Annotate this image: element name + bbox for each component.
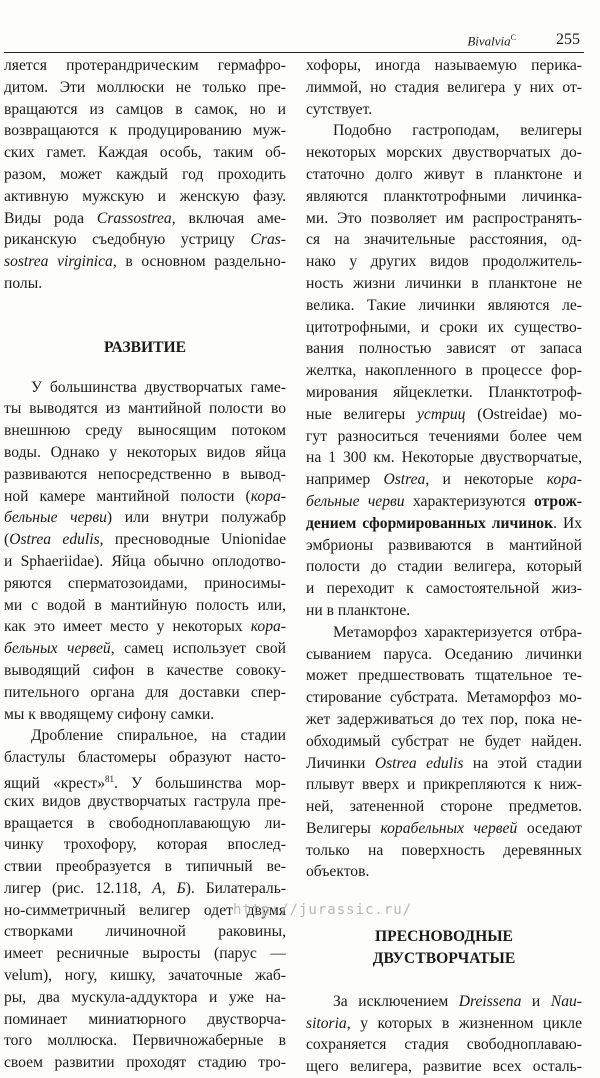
- text-line: ряются сперматозоидами, приносимы-: [4, 574, 286, 592]
- text-line: Велигеры корабельных червей оседают: [306, 819, 582, 837]
- text-line: может предшествовать тщательное те-: [306, 667, 582, 685]
- section-gap: [4, 295, 286, 337]
- paragraph-freshwater: [306, 991, 582, 1078]
- footnote-ref: 81: [105, 773, 115, 784]
- text-line: ной камере мантийной полости (кора-: [4, 487, 286, 505]
- text-line: ствии преобразуется в типичный ве-: [4, 858, 286, 876]
- text-line: вания полностью зависят от запаса: [306, 340, 582, 358]
- section-title-development: РАЗВИТИЕ: [103, 338, 187, 356]
- section-gap: [306, 970, 582, 991]
- text-line: вращается в свободноплавающую ли-: [4, 814, 286, 832]
- text-line: ней, затененной стороне предметов.: [306, 798, 582, 816]
- text-line: выводящий сифон в качестве совоку-: [4, 661, 286, 679]
- text-line: ты выводятся из мантийной полости во: [4, 400, 286, 418]
- paragraph-trochophore: [306, 55, 582, 120]
- text-line: некоторых морских двустворчатых до-: [306, 144, 582, 162]
- text-line: своем развитии проходят стадию тро-: [4, 1054, 286, 1072]
- text-line: ляется протерандрическим гермафро-: [4, 57, 286, 74]
- text-line: и Sphaeriidae). Яйца обычно оплодотво-: [4, 552, 286, 570]
- text-line: бельных червей, самец использует свой: [4, 640, 286, 658]
- section-gap: [4, 359, 286, 377]
- text-line: За исключением Dreissena и Nau-: [333, 992, 582, 1010]
- text-line: ских видов двустворчатых гаструла пре-: [4, 792, 286, 810]
- text-line: Подобно гастроподам, велигеры: [333, 122, 582, 140]
- left-column: [4, 55, 286, 1074]
- header-rule: [4, 52, 584, 53]
- text-line: возвращаются к продуцированию муж-: [4, 122, 286, 140]
- text-line: сыванием паруса. Оседанию личинки: [306, 645, 582, 663]
- text-line: бельные черви) или внутри полужабр: [4, 509, 286, 527]
- page-number: 255: [556, 31, 580, 48]
- page-header: [0, 0, 600, 56]
- text-line: ми с водой в мантийную полость или,: [4, 596, 286, 614]
- text-line: У большинства двустворчатых гаме-: [31, 378, 286, 396]
- text-line: плывут вверх и прикрепляются к ниж-: [306, 776, 582, 794]
- text-line: пительного органа для доставки спер-: [4, 683, 286, 701]
- text-line: дитом. Эти моллюски не только пре-: [4, 78, 286, 96]
- text-line: дением сформированных личинок. Их: [306, 514, 583, 532]
- paragraph-metamorphosis: [306, 622, 582, 884]
- text-line: ся на значительные расстояния, од-: [306, 231, 582, 249]
- text-line: чинку трохофору, которая впослед-: [4, 836, 286, 854]
- text-line: щего велигера, развитие всех осталь-: [306, 1058, 582, 1076]
- text-line: внешнюю среду выносящим потоком: [4, 422, 286, 440]
- text-line: цитотрофными, и сроки их существо-: [306, 318, 582, 336]
- text-line: (Ostrea edulis, пресноводные Unionidae: [4, 531, 286, 549]
- text-line: ность жизни личинки в планктоне не: [306, 274, 582, 292]
- text-line: но-симметричный велигер одет двумя: [4, 901, 286, 919]
- text-line: лигер (рис. 12.118, А, Б). Билатераль-: [4, 879, 287, 897]
- text-line: поминает миниатюрного двустворча-: [4, 1010, 286, 1028]
- text-line: вращаются из самцов в самок, но и: [4, 100, 286, 118]
- text-line: ные велигеры устриц (Ostreidae) мо-: [306, 405, 582, 423]
- text-line: как это имеет место у некоторых кора-: [4, 618, 286, 636]
- text-line: лиммой, но стадия велигера у них от-: [306, 78, 582, 96]
- text-line: являются планктотрофными личинка-: [306, 187, 582, 205]
- text-line: обходимый субстрат не будет найден.: [306, 732, 582, 750]
- text-line: разом, может каждый год проходить: [4, 165, 286, 183]
- text-line: Виды рода Crassostrea, включая аме-: [4, 209, 286, 227]
- text-line: Дробление спиральное, на стадии: [31, 727, 286, 745]
- text-line: мы к вводящему сифону самки.: [4, 705, 215, 723]
- text-line: ми. Это позволяет им распространять-: [306, 209, 582, 227]
- text-line: бластулы бластомеры образуют насто-: [4, 749, 286, 767]
- text-line: например Ostrea, и некоторые кора-: [306, 471, 582, 489]
- text-line: ры, два мускула-аддуктора и уже на-: [4, 988, 286, 1006]
- text-line: velum), ногу, кишку, зачаточные жаб-: [4, 967, 286, 985]
- text-line: того моллюска. Первичножаберные в: [4, 1032, 286, 1050]
- paragraph-development: [4, 377, 286, 726]
- text-line: риканскую съедобную устрицу Cras-: [4, 231, 286, 249]
- running-head-text: Bivalvia: [467, 33, 511, 49]
- text-line: нако у других видов продолжитель-: [306, 253, 582, 271]
- text-line: створками личиночной раковины,: [4, 923, 286, 941]
- text-line: активную мужскую и женскую фазу.: [4, 187, 286, 205]
- text-line: статочно долго живут в планктоне и: [306, 165, 582, 183]
- text-line: и переходит к самостоятельной жиз-: [306, 580, 582, 598]
- text-line: бельные черви характеризуются отрож-: [306, 492, 582, 510]
- text-line: сохраняется стадия свободноплаваю-: [306, 1036, 582, 1054]
- text-line: эмбрионы развиваются в мантийной: [306, 536, 582, 554]
- paragraph-hermaphrodite: [4, 55, 286, 295]
- text-line: хофоры, иногда называемую перика-: [306, 57, 582, 74]
- text-line: на 1 300 км. Некоторые двустворчатые,: [306, 449, 582, 467]
- text-line: велика. Такие личинки являются ле-: [306, 296, 582, 314]
- section-title-freshwater-2: ДВУСТВОРЧАТЫЕ: [372, 950, 516, 968]
- text-line: только на поверхность деревянных: [306, 841, 582, 859]
- text-line: сутствует.: [306, 100, 373, 118]
- paragraph-plankton: [306, 120, 582, 621]
- text-line: ских гамет. Каждая особь, таким об-: [4, 144, 286, 162]
- text-line: Личинки Ostrea edulis на этой стадии: [306, 754, 582, 772]
- text-line: ящий «крест»$^{81}$. У большинства мор-: [4, 773, 286, 793]
- watermark: http://jurassic.ru/: [233, 902, 413, 918]
- text-line: гут разноситься течениями более чем: [306, 427, 582, 445]
- text-line: sitoria, у которых в жизненном цикле: [306, 1014, 582, 1032]
- text-line: полости до стадии велигера, который: [306, 558, 582, 576]
- text-line: ни в планктоне.: [306, 601, 411, 619]
- text-line: объектов.: [306, 863, 370, 881]
- text-line: стирование субстрата. Метаморфоз мо-: [306, 689, 582, 707]
- text-line: мирования яйцеклетки. Планктотроф-: [306, 383, 582, 401]
- text-line: имеет ресничные выросты (парус —: [4, 945, 286, 963]
- text-line: Метаморфоз характеризуется отбра-: [333, 623, 582, 641]
- paragraph-cleavage: [4, 725, 286, 1074]
- right-column: [306, 55, 582, 1078]
- running-head: [467, 33, 516, 49]
- section-title-freshwater: ПРЕСНОВОДНЫЕ: [375, 928, 513, 946]
- text-line: желтка, накопленного в процессе фор-: [306, 362, 582, 380]
- text-line: воды. Однако у некоторых видов яйца: [4, 443, 286, 461]
- text-line: sostrea virginica, в основном раздельно-: [4, 253, 286, 271]
- text-line: жет задерживаться до тех пор, пока не-: [306, 710, 582, 728]
- text-line: полы.: [4, 274, 43, 292]
- running-head-superscript: C: [510, 33, 516, 42]
- text-line: развиваются непосредственно в вывод-: [4, 465, 286, 483]
